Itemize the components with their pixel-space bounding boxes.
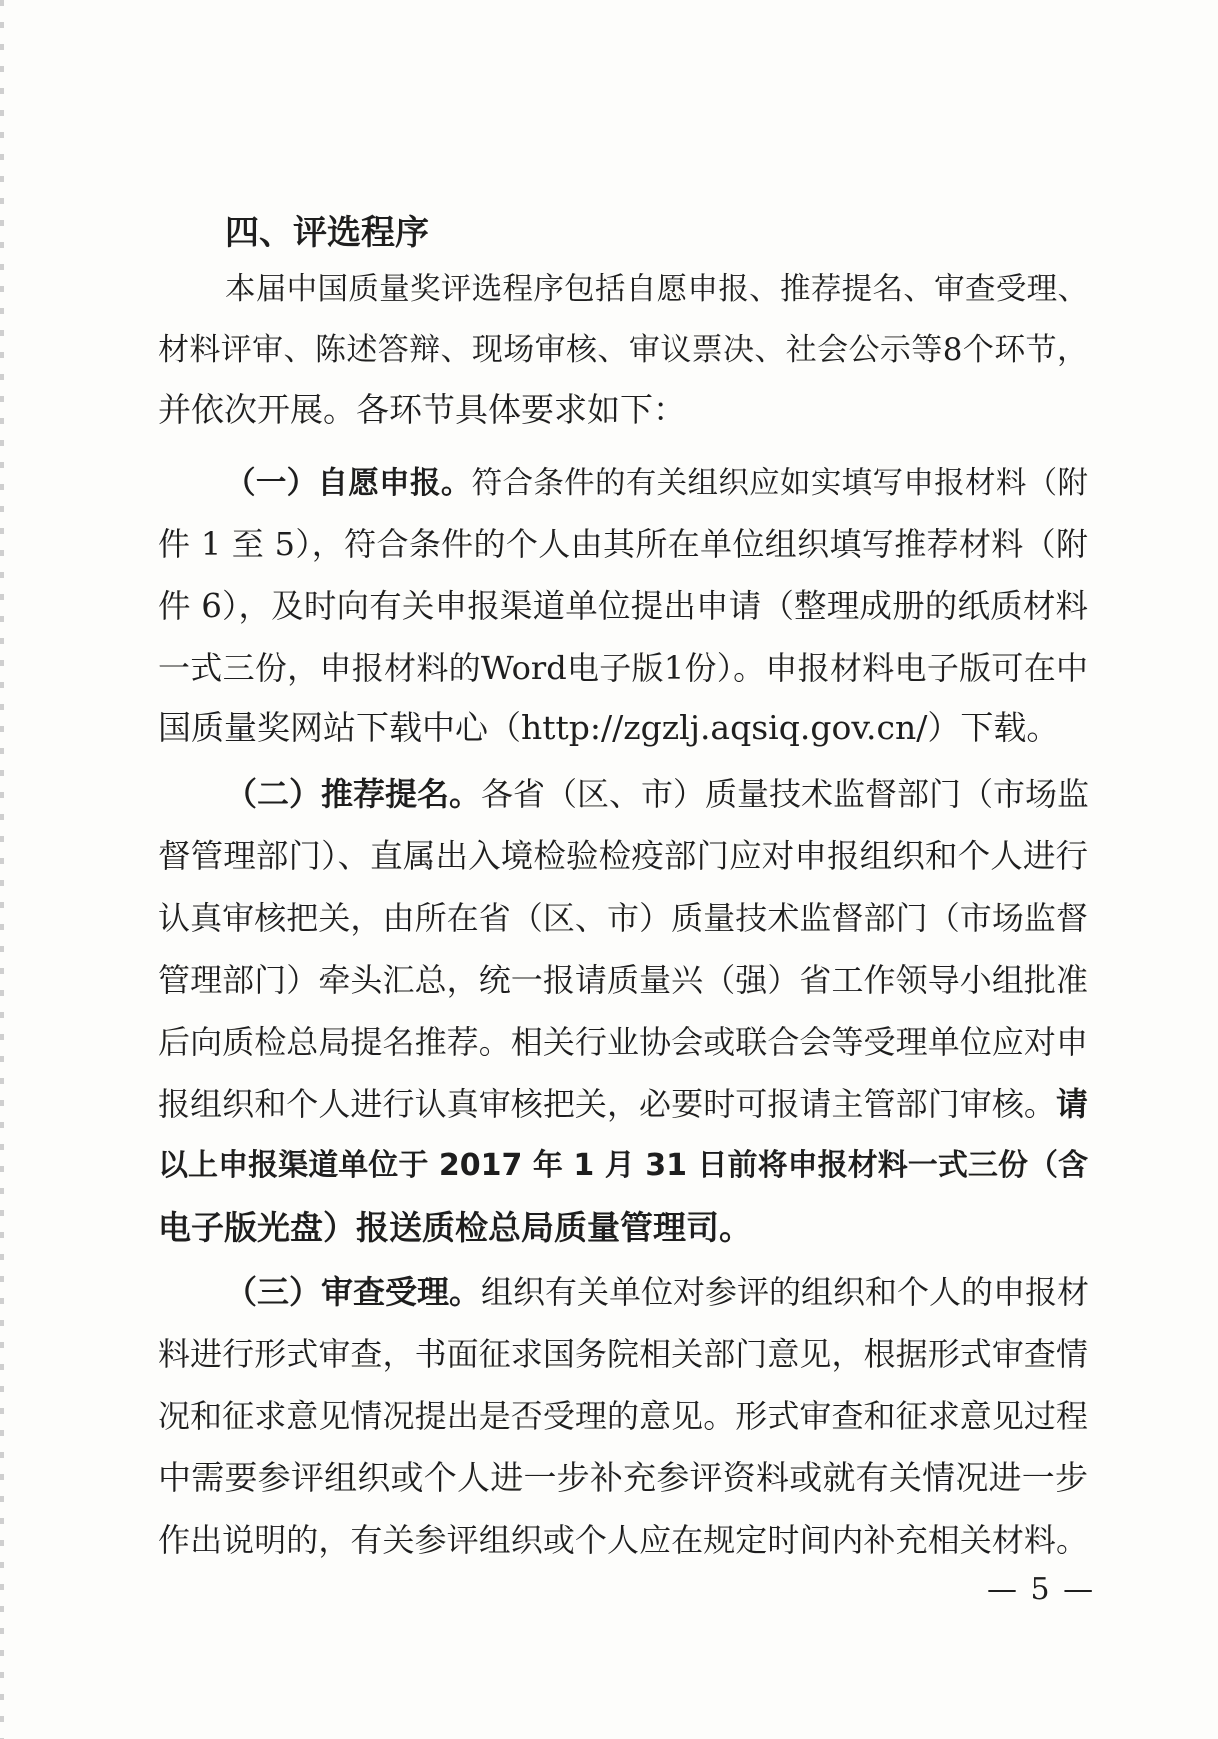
item-title: （三）审查受理。 [225, 1273, 482, 1311]
paragraph-line [158, 836, 1088, 876]
paragraph-line [158, 708, 1059, 748]
line-text: 督管理部门）、直属出入境检验检疫部门应对申报组织和个人进行 [158, 837, 1088, 875]
line-text: 管理部门）牵头汇总，统一报请质量兴（强）省工作领导小组批准 [158, 961, 1088, 999]
paragraph-line [225, 270, 1088, 310]
paragraph-line [158, 1520, 1088, 1560]
paragraph-line [158, 1396, 1088, 1436]
line-text: 符合条件的有关组织应如实填写申报材料（附 [471, 466, 1089, 501]
line-bold-text: 请 [1055, 1085, 1088, 1123]
line-text: 料进行形式审查，书面征求国务院相关部门意见，根据形式审查情 [158, 1335, 1088, 1373]
line-text: 件 6），及时向有关申报渠道单位提出申请（整理成册的纸质材料 [158, 587, 1088, 625]
binding-edge [0, 0, 4, 1739]
page-number: — 5 — [987, 1572, 1096, 1607]
paragraph-line [158, 1084, 1088, 1124]
line-text: 并依次开展。各环节具体要求如下： [158, 390, 686, 429]
paragraph-line [158, 390, 686, 430]
paragraph-line [158, 648, 1088, 688]
line-text: 本届中国质量奖评选程序包括自愿申报、推荐提名、审查受理、 [225, 272, 1088, 307]
paragraph-line [158, 898, 1088, 938]
paragraph-line [158, 1146, 1088, 1186]
paragraph-line [158, 1334, 1088, 1374]
line-text: 作出说明的，有关参评组织或个人应在规定时间内补充相关材料。 [158, 1521, 1088, 1559]
paragraph-line [158, 330, 1088, 370]
line-bold-text: 以上申报渠道单位于 2017 年 1 月 31 日前将申报材料一式三份（含 [158, 1148, 1088, 1183]
line-text: 各省（区、市）质量技术监督部门（市场监 [481, 775, 1090, 813]
paragraph-line [158, 586, 1088, 626]
line-text: 况和征求意见情况提出是否受理的意见。形式审查和征求意见过程 [158, 1397, 1088, 1435]
item-title: （一）自愿申报。 [225, 466, 472, 501]
section-heading: 四、评选程序 [225, 213, 429, 253]
paragraph-line [158, 960, 1088, 1000]
paragraph-line [158, 524, 1088, 564]
paragraph-line [158, 1458, 1088, 1498]
paragraph-line [158, 1022, 1088, 1062]
line-text: 认真审核把关，由所在省（区、市）质量技术监督部门（市场监督 [158, 899, 1088, 937]
line-text: 后向质检总局提名推荐。相关行业协会或联合会等受理单位应对申 [158, 1023, 1088, 1061]
item-title: （二）推荐提名。 [225, 775, 482, 813]
line-text: 材料评审、陈述答辩、现场审核、审议票决、社会公示等8个环节， [158, 332, 1088, 368]
paragraph-line [225, 464, 1088, 504]
paragraph-line [225, 1272, 1088, 1312]
paragraph-line [158, 1208, 752, 1248]
line-bold-text: 电子版光盘）报送质检总局质量管理司。 [158, 1208, 752, 1247]
line-text: 中需要参评组织或个人进一步补充参评资料或就有关情况进一步 [158, 1458, 1088, 1497]
line-text: 组织有关单位对参评的组织和个人的申报材 [481, 1273, 1090, 1311]
line-text: 报组织和个人进行认真审核把关，必要时可报请主管部门审核。 [158, 1085, 1056, 1123]
line-text: 件 1 至 5），符合条件的个人由其所在单位组织填写推荐材料（附 [158, 525, 1088, 563]
line-text: 一式三份，申报材料的Word电子版1份）。申报材料电子版可在中 [158, 649, 1088, 687]
paragraph-line [225, 774, 1088, 814]
line-text: 国质量奖网站下载中心（http://zgzlj.aqsiq.gov.cn/）下载。 [158, 708, 1060, 747]
